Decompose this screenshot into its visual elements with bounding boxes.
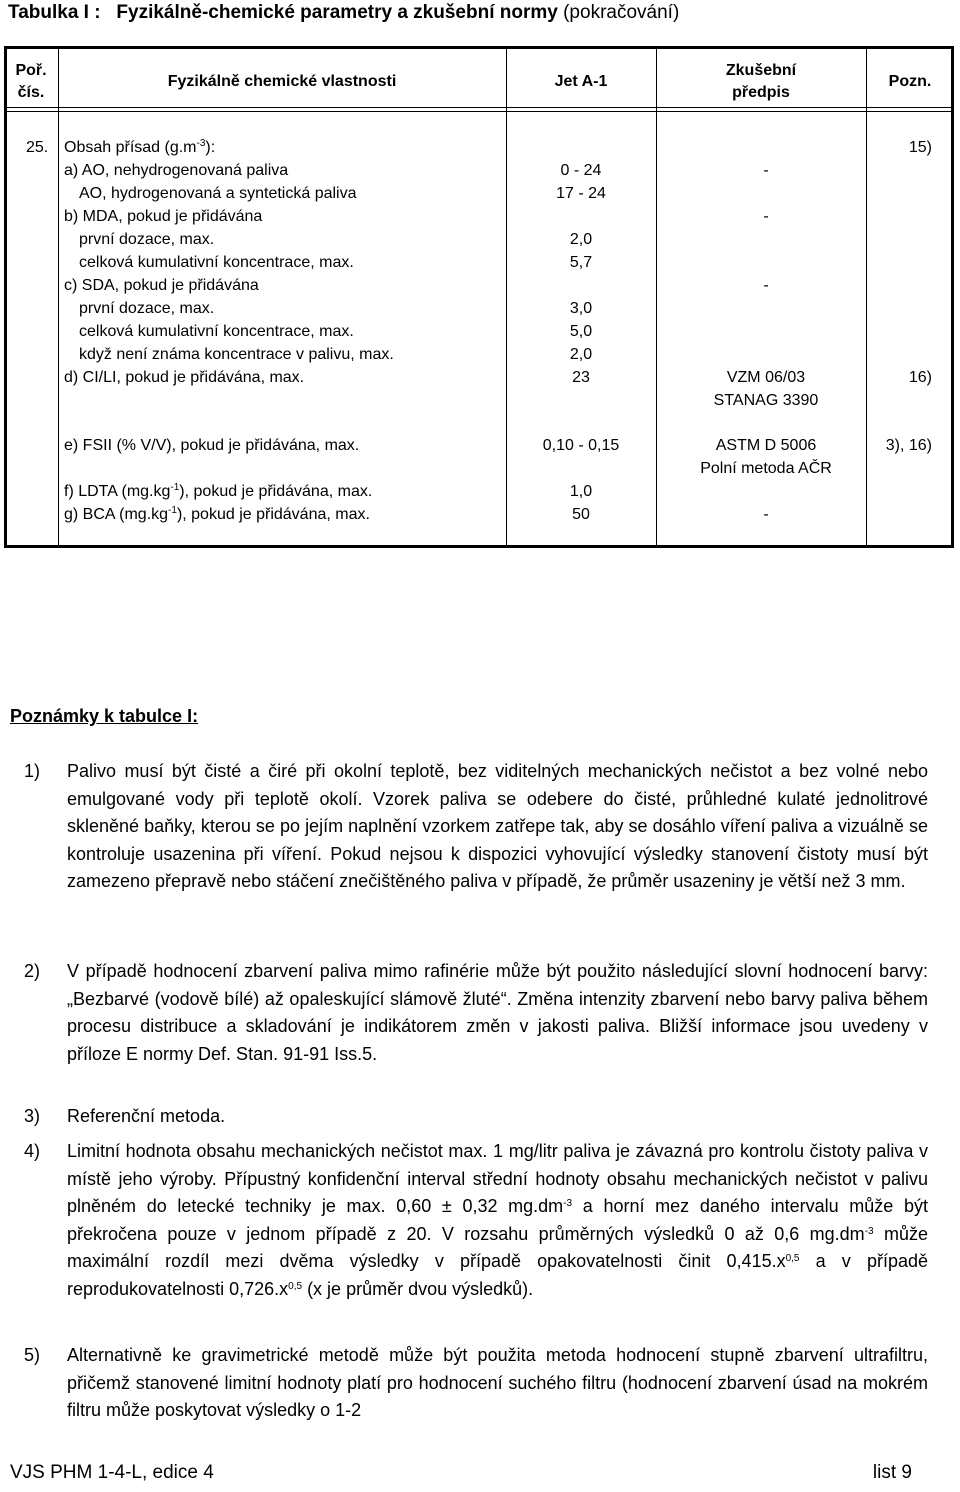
row-property: celková kumulativní koncentrace, max. <box>79 323 354 340</box>
table-row <box>0 251 960 274</box>
table-row <box>0 503 960 526</box>
row-norm: - <box>763 162 769 179</box>
title-label: Tabulka I : <box>8 2 101 23</box>
superscript: 0,5 <box>785 1253 800 1264</box>
footer-left: VJS PHM 1-4-L, edice 4 <box>10 1462 214 1483</box>
row-property-text: ), pokud je přidávána, max. <box>176 506 370 523</box>
note-item <box>24 1342 928 1425</box>
header-divider <box>4 107 954 108</box>
header-norm-line1: Zkušební <box>725 62 797 79</box>
note-item <box>24 1103 928 1131</box>
row-jet-value: 2,0 <box>569 231 593 248</box>
row-jet-value: 23 <box>572 369 590 386</box>
header-number-line2: čís. <box>17 84 45 101</box>
note-text: Referenční metoda. <box>67 1106 226 1126</box>
note-text <box>67 1138 928 1303</box>
superscript: -1 <box>168 505 177 516</box>
note-item <box>24 1138 928 1303</box>
row-norm: - <box>763 277 769 294</box>
superscript: -3 <box>563 1198 573 1209</box>
note-text-part: a horní mez daného intervalu může být překročena pouze v jednom případě z 20. V rozsahu průměrných výsledků 0 až 0,6 mg.dm <box>67 1196 928 1244</box>
row-jet-value: 2,0 <box>569 346 593 363</box>
table-row <box>0 297 960 320</box>
note-text-part: (x je průměr dvou výsledků). <box>302 1278 534 1299</box>
note-text-part: může maximální rozdíl mezi dvěma výsledky v případě opakovatelnosti činit 0,415.x <box>67 1223 928 1271</box>
note-text-part: a v případě reprodukovatelnosti 0,726.x <box>67 1251 928 1299</box>
note-number: 4) <box>24 1141 41 1161</box>
row-number: 25. <box>26 139 49 156</box>
superscript: -3 <box>864 1225 874 1237</box>
table-row <box>0 434 960 457</box>
note-text: V případě hodnocení zbarvení paliva mimo rafinérie může být použito následující slovní hodnocení barvy: „Bezbarvé (vodově bílé) až opaleskující slámově žluté“. Změna intenzity zbarvení nebo barvy paliva během procesu distribuce a skladování je indikátorem změn v jakosti paliva. Bližší informace jsou uvedeny v příloze E normy Def. Stan. 91-91 Iss.5. <box>67 961 928 1064</box>
table-row <box>0 159 960 182</box>
table-row <box>0 343 960 366</box>
note-text: Alternativně ke gravimetrické metodě může být použita metoda hodnocení stupně zbarvení ultrafiltru, přičemž stanovené limitní hodnoty platí pro hodnocení suchého filtru (hodnocení zbarvení úsad na mokrém filtru může poskytovat výsledky o 1-2 <box>67 1345 928 1420</box>
row-norm: - <box>763 506 769 523</box>
table-row <box>0 389 960 412</box>
title-suffix: (pokračování) <box>563 2 680 23</box>
row-property-text: g) BCA (mg.kg <box>64 506 169 523</box>
row-property <box>64 480 372 503</box>
superscript: -3 <box>196 138 206 149</box>
row-jet-value: 17 - 24 <box>556 185 606 202</box>
row-jet-value: 5,7 <box>569 254 593 271</box>
row-note: 3), 16) <box>885 437 932 454</box>
row-property: e) FSII (% V/V), pokud je přidávána, max. <box>64 437 360 454</box>
row-property-text: f) LDTA (mg.kg <box>64 483 171 500</box>
row-property: první dozace, max. <box>79 231 215 248</box>
table-row <box>0 366 960 389</box>
row-note: 15) <box>908 139 932 156</box>
superscript: 0,5 <box>288 1280 303 1292</box>
header-number <box>4 60 58 104</box>
superscript: -1 <box>170 482 180 493</box>
row-norm: Polní metoda AČR <box>700 460 832 477</box>
header-divider-double <box>4 111 954 112</box>
table-row <box>0 480 960 503</box>
row-jet-value: 50 <box>572 506 590 523</box>
row-norm: VZM 06/03 <box>726 369 806 386</box>
row-norm: - <box>763 208 769 225</box>
note-number: 5) <box>24 1345 41 1365</box>
row-property-text: ), pokud je přidávána, max. <box>179 483 373 500</box>
notes-heading: Poznámky k tabulce I: <box>10 706 199 726</box>
header-property: Fyzikálně chemické vlastnosti <box>167 73 397 90</box>
table-row <box>0 205 960 228</box>
table-row <box>0 274 960 297</box>
note-item <box>24 758 928 896</box>
row-property: b) MDA, pokud je přidávána <box>64 208 263 225</box>
note-number: 2) <box>24 961 41 981</box>
note-text-part: Limitní hodnota obsahu mechanických nečistot max. 1 mg/litr paliva je závazná pro kontrolu čistoty paliva v místě jeho výroby. Přípustný konfidenční interval střední hodnoty obsahu mechanických nečistot v palivu plněném do letecké techniky je max. 0,60 ± 0,32 mg.dm <box>67 1141 928 1216</box>
row-norm: STANAG 3390 <box>713 392 819 409</box>
table-row <box>0 320 960 343</box>
table-row <box>0 182 960 205</box>
row-jet-value: 0 - 24 <box>560 162 602 179</box>
row-property: AO, hydrogenovaná a syntetická paliva <box>79 185 357 202</box>
row-property-text: ): <box>205 139 216 156</box>
note-number: 3) <box>24 1106 41 1126</box>
row-property: když není známa koncentrace v palivu, max. <box>79 346 394 363</box>
row-jet-value: 3,0 <box>569 300 593 317</box>
title-text: Fyzikálně-chemické parametry a zkušební normy <box>116 2 558 23</box>
table-row <box>0 136 960 159</box>
page-title <box>8 2 679 24</box>
row-property: d) CI/LI, pokud je přidávána, max. <box>64 369 305 386</box>
row-jet-value: 1,0 <box>569 483 593 500</box>
header-norm-line2: předpis <box>732 84 790 101</box>
row-property <box>64 136 215 159</box>
row-property: první dozace, max. <box>79 300 215 317</box>
row-jet-value: 5,0 <box>569 323 593 340</box>
note-item <box>24 958 928 1068</box>
table-row <box>0 228 960 251</box>
header-note: Pozn. <box>888 73 932 90</box>
note-text: Palivo musí být čisté a čiré při okolní teplotě, bez viditelných mechanických nečistot a bez volné nebo emulgované vody při teplotě okolí. Vzorek paliva se odebere do čisté, průhledné kulaté jednolitrové skleněné baňky, kterou se po jejím naplnění vzorkem zatřepe tak, aby se dosáhlo víření paliva a vizuálně se kontroluje usazenina při víření. Pokud nejsou k dispozici vyhovující výsledky stanovení čistoty musí být zamezeno přepravě nebo stáčení znečištěného paliva v případě, že průměr usazeniny je větší než 3 mm. <box>67 761 928 891</box>
note-number: 1) <box>24 761 41 781</box>
header-number-line1: Poř. <box>15 62 47 79</box>
row-property <box>64 503 370 526</box>
row-property-text: Obsah přísad (g.m <box>64 139 197 156</box>
row-property: a) AO, nehydrogenovaná paliva <box>64 162 289 179</box>
row-property: celková kumulativní koncentrace, max. <box>79 254 354 271</box>
row-jet-value: 0,10 - 0,15 <box>542 437 620 454</box>
row-note: 16) <box>908 369 932 386</box>
header-jet: Jet A-1 <box>554 73 608 90</box>
header-norm <box>656 60 866 104</box>
row-property: c) SDA, pokud je přidávána <box>64 277 259 294</box>
table-row <box>0 457 960 480</box>
row-norm: ASTM D 5006 <box>715 437 817 454</box>
footer-page: list 9 <box>872 1462 912 1483</box>
